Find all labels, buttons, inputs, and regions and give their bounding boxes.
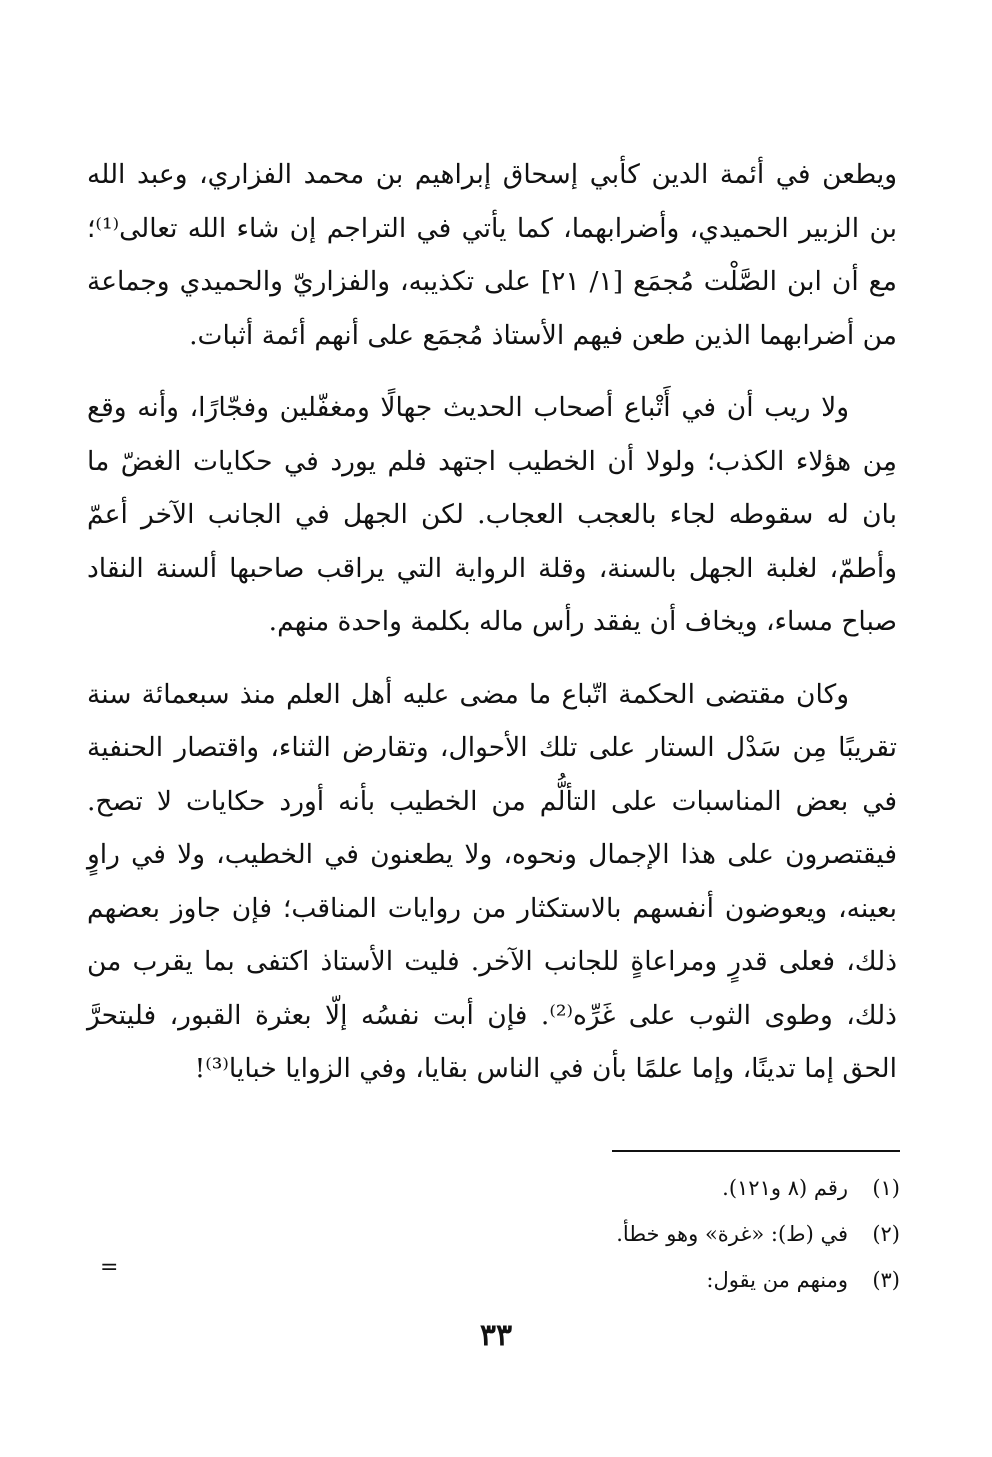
paragraph-1: ويطعن في أئمة الدين كأبي إسحاق إبراهيم بن محمد الفزاري، وعبد الله بن الزبير الحميدي، وأضرابهما، كما يأتي في التراجم إن شاء الله تعالى⁽¹⁾؛ مع أن ابن الصَّلْت مُجمَع [١/ ٢١] على تكذيبه، والفزاريّ والحميدي وجماعة من أضرابهما الذين طعن فيهم الأستاذ مُجمَع على أنهم أئمة أثبات. xyxy=(87,159,897,351)
page-number: ٣٣ xyxy=(479,1318,513,1353)
footnote-number: (٢) xyxy=(872,1222,900,1246)
footnote-continuation-mark: = xyxy=(100,1255,119,1280)
footnote-number: (٣) xyxy=(872,1268,900,1292)
footnote-separator xyxy=(612,1150,900,1152)
footnote-text: في (ط): «غرة» وهو خطأ. xyxy=(616,1222,848,1246)
footnote-text: ومنهم من يقول: xyxy=(706,1268,848,1292)
paragraph-3: وكان مقتضى الحكمة اتّباع ما مضى عليه أهل العلم منذ سبعمائة سنة تقريبًا مِن سَدْل الستار على تلك الأحوال، وتقارض الثناء، واقتصار الحنفية في بعض المناسبات على التألُّم من الخطيب بأنه أورد حكايات لا تصح. فيقتصرون على هذا الإجمال ونحوه، ولا يطعنون في الخطيب، ولا في راوٍ بعينه، ويعوضون أنفسهم بالاستكثار من روايات المناقب؛ فإن جاوز بعضهم ذلك، فعلى قدرٍ ومراعاةٍ للجانب الآخر. فليت الأستاذ اكتفى بما يقرب من ذلك، وطوى الثوب على غَرِّه⁽²⁾. فإن أبت نفسُه إلّا بعثرة القبور، فليتحرَّ الحق إما تدينًا، وإما علمًا بأن في الناس بقايا، وفي الزوايا خبايا⁽³⁾! xyxy=(87,678,897,1084)
footnote-text: رقم (٨ و١٢١). xyxy=(722,1176,848,1200)
footnote-number: (١) xyxy=(872,1176,900,1200)
footnote-3 xyxy=(120,1257,900,1303)
footnotes xyxy=(120,1165,900,1303)
main-text xyxy=(87,148,897,1115)
footnote-2 xyxy=(120,1211,900,1257)
footnote-1 xyxy=(120,1165,900,1211)
paragraph-2: ولا ريب أن في أَتْباع أصحاب الحديث جهالًا ومغفّلين وفجّارًا، وأنه وقع مِن هؤلاء الكذب؛ ولولا أن الخطيب اجتهد فلم يورد في حكايات الغضّ ما بان له سقوطه لجاء بالعجب العجاب. لكن الجهل في الجانب الآخر أعمّ وأطمّ، لغلبة الجهل بالسنة، وقلة الرواية التي يراقب صاحبها ألسنة النقاد صباح مساء، ويخاف أن يفقد رأس ماله بكلمة واحدة منهم. xyxy=(87,392,897,637)
